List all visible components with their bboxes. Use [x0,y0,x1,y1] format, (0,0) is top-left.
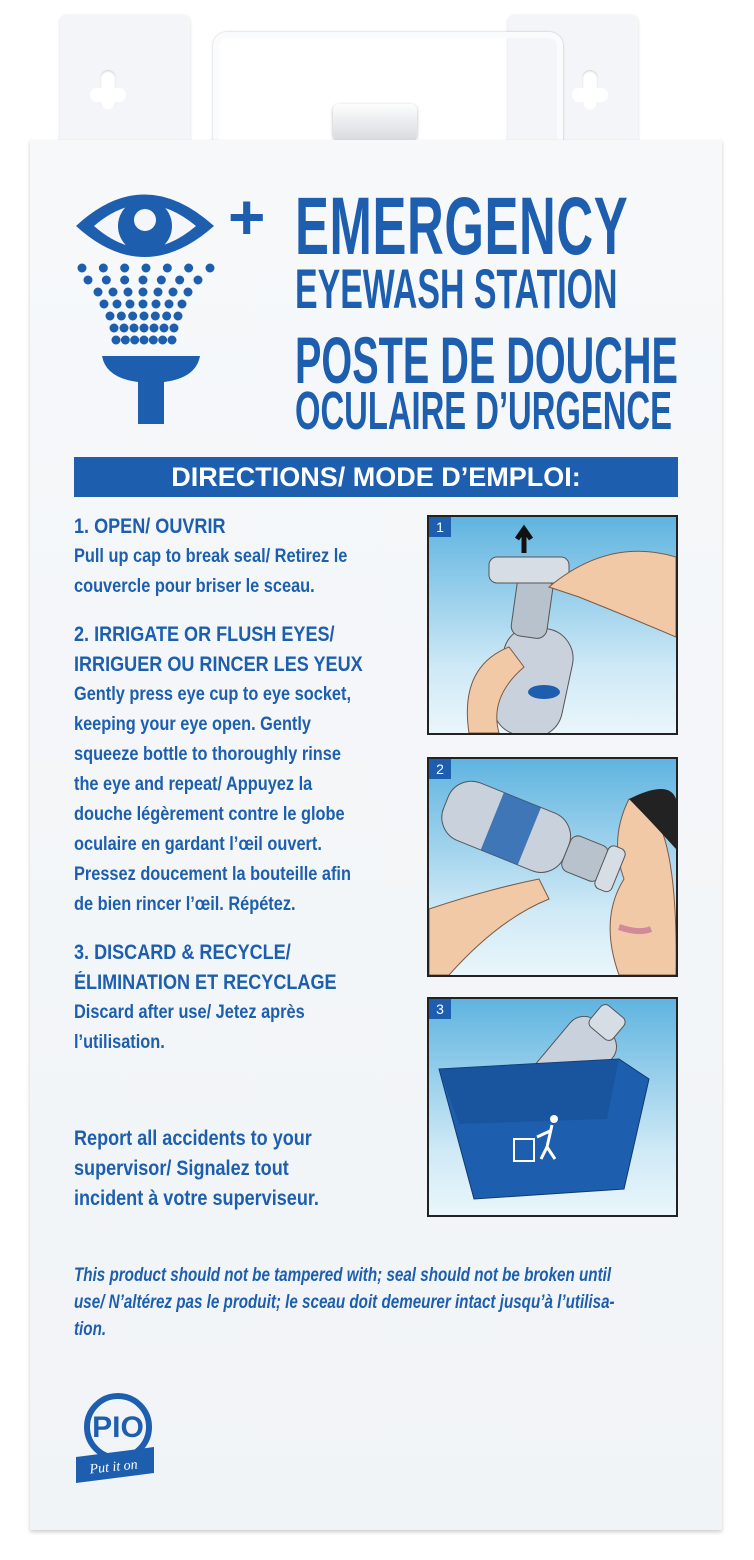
spray-dot [184,288,193,297]
step-text: Pull up cap to break seal/ Retirez le [74,546,348,567]
spray-dot [165,300,174,309]
directions-column [74,512,414,1214]
spray-dot [194,276,203,285]
spray-dot [169,288,178,297]
spray-dot [170,324,179,333]
spray-dot [150,324,159,333]
step-text: l’utilisation. [74,1032,165,1053]
title-emergency: EMERGENCY [295,181,629,272]
spray-dot [184,264,193,273]
spray-dot [78,264,87,273]
spray-dot [149,336,158,345]
title-oculaire: OCULAIRE D’URGENCE [295,381,672,441]
step-text: de bien rincer l’œil. Répétez. [74,894,296,915]
step-text: couvercle pour briser le sceau. [74,576,315,597]
warning-line: tion. [74,1319,107,1340]
spray-dot [110,324,119,333]
step-text: douche légèrement contre le globe [74,804,345,825]
spray-dot [100,300,109,309]
spray-dot [151,312,160,321]
warning-line: This product should not be tampered with; seal should not be broken until [74,1265,612,1286]
spray-dot [130,324,139,333]
eyewash-icon [74,188,224,428]
title-poste-de-douche: POSTE DE DOUCHE [295,323,678,397]
spray-dot [162,312,171,321]
spray-dot [142,264,151,273]
spray-dot [206,264,215,273]
spray-dot [94,288,103,297]
step-text: keeping your eye open. Gently [74,714,311,735]
spray-dot [152,300,161,309]
illustration-open [427,515,678,735]
spray-dot [168,336,177,345]
step-heading: IRRIGUER OU RINCER LES YEUX [74,653,363,676]
report-text: incident à votre superviseur. [74,1187,319,1210]
spray-dot [139,288,148,297]
spray-dot [120,264,129,273]
step-heading: 1. OPEN/ OUVRIR [74,515,226,538]
panel-number: 2 [429,759,451,779]
plus-icon: + [228,181,266,253]
illustration-irrigate [427,757,678,977]
spray-dot [106,312,115,321]
step-text: squeeze bottle to thoroughly rinse [74,744,341,765]
svg-text:PIO: PIO [92,1411,144,1444]
spray-dot [113,300,122,309]
recycle-bin-illustration [429,999,676,1215]
svg-text:Put it on: Put it on [88,1457,139,1478]
spray-dot [139,276,148,285]
pio-logo [74,1385,174,1485]
spray-dot [175,276,184,285]
tamper-warning [74,1262,694,1343]
panel-number: 3 [429,999,451,1019]
step-text: Pressez doucement la bouteille afin [74,864,351,885]
spray-dot [128,312,137,321]
spray-dot [140,336,149,345]
spray-dot [120,324,129,333]
step-heading: 2. IRRIGATE OR FLUSH EYES/ [74,623,335,646]
report-text: Report all accidents to your [74,1127,312,1150]
spray-dot [120,276,129,285]
spray-dot [109,288,118,297]
step-text: oculaire en gardant l’œil ouvert. [74,834,322,855]
step-3 [74,938,414,1058]
spray-dot [139,300,148,309]
spray-dot [154,288,163,297]
spray-dot [121,336,130,345]
spray-dot [163,264,172,273]
spray-dot [130,336,139,345]
step-text: Discard after use/ Jetez après [74,1002,305,1023]
report-notice [74,1124,414,1214]
spray-dot [140,324,149,333]
step-text: Gently press eye cup to eye socket, [74,684,352,705]
step-heading: 3. DISCARD & RECYCLE/ [74,941,291,964]
spray-dot [102,276,111,285]
hanger-tab-left [60,15,190,155]
spray-dot [126,300,135,309]
spray-dot [157,276,166,285]
spray-dot [140,312,149,321]
spray-dot [112,336,121,345]
title-eyewash-station: EYEWASH STATION [295,257,618,320]
spray-dot [99,264,108,273]
step-2 [74,620,414,920]
spray-dot [178,300,187,309]
spray-dot [84,276,93,285]
latch[interactable] [333,104,417,140]
report-text: supervisor/ Signalez tout [74,1157,289,1180]
spray-dot [160,324,169,333]
warning-line: use/ N’altérez pas le produit; le sceau doit demeurer intact jusqu’à l’utilisa- [74,1292,615,1313]
step-text: the eye and repeat/ Appuyez la [74,774,313,795]
illustration-discard [427,997,678,1217]
step-1 [74,512,414,602]
spray-dot [174,312,183,321]
spray-dot [158,336,167,345]
directions-banner: DIRECTIONS/ MODE D’EMPLOI: [74,457,678,497]
panel-number: 1 [429,517,451,537]
spray-dot [117,312,126,321]
bottle-open-illustration [429,517,676,733]
bottle-rinse-illustration [429,759,676,975]
step-heading: ÉLIMINATION ET RECYCLAGE [74,971,337,994]
spray-dot [124,288,133,297]
